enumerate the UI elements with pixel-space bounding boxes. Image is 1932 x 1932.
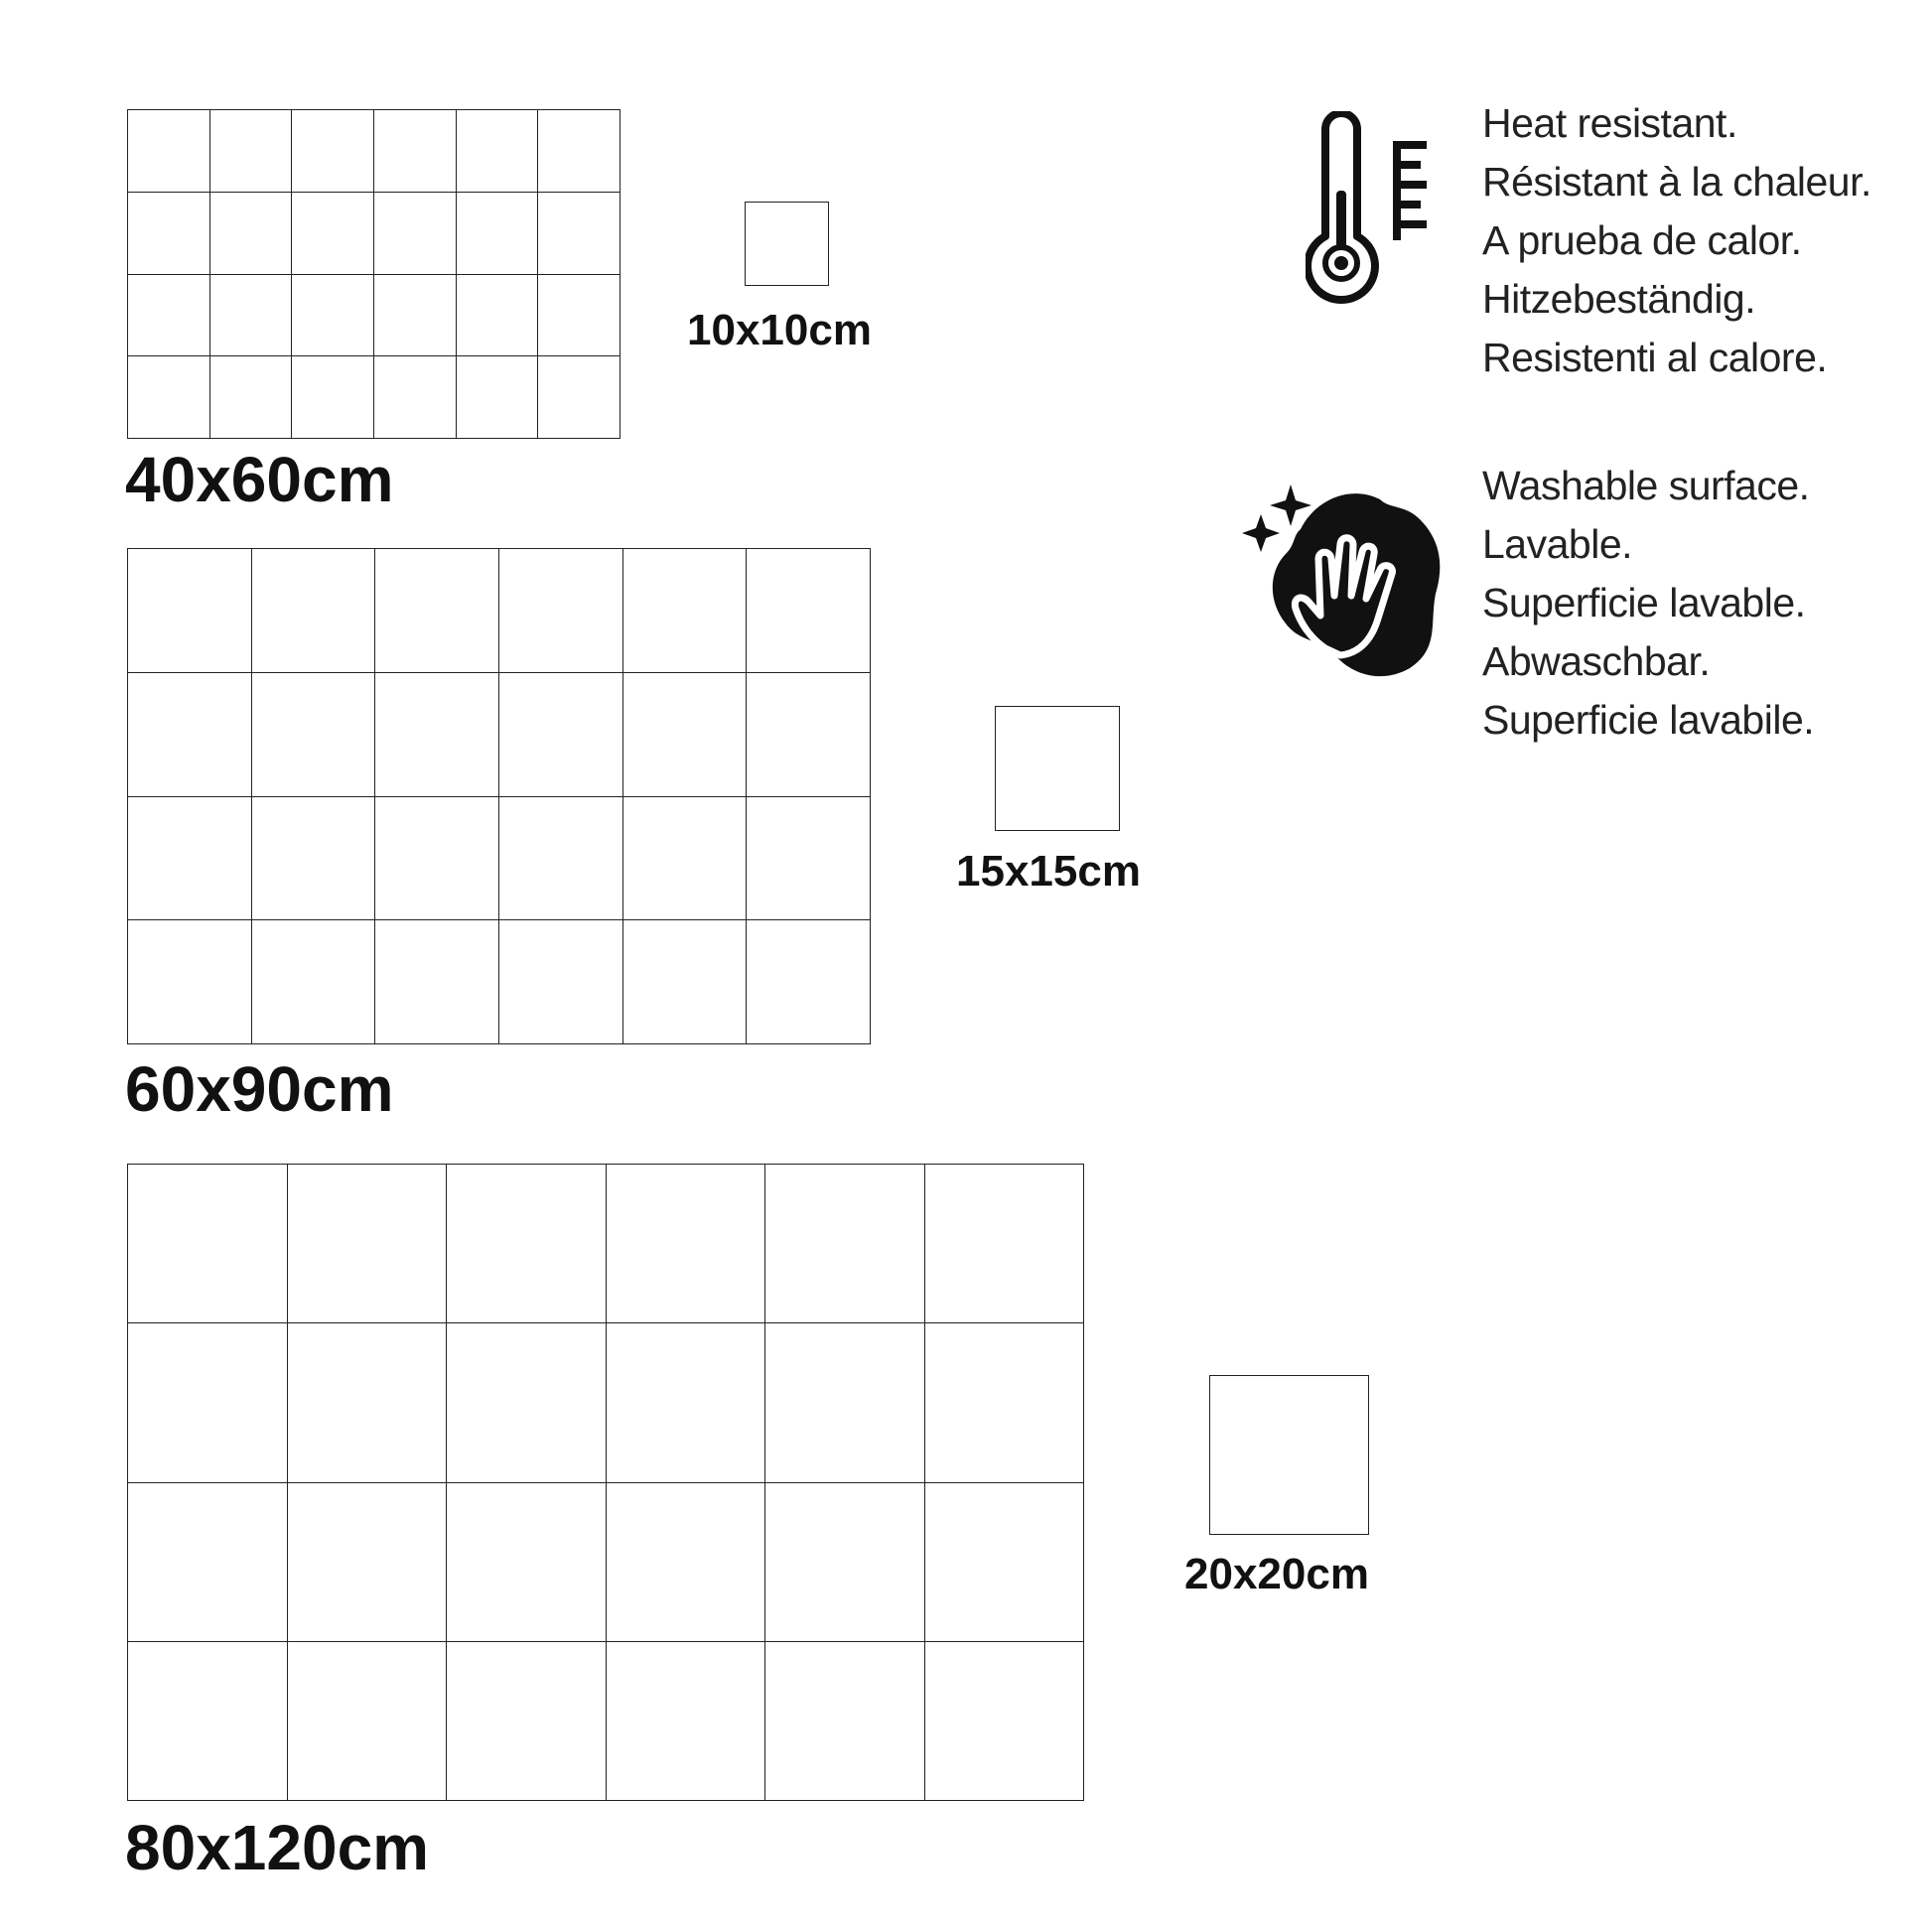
heat-resistant-text (1482, 94, 1871, 387)
grid-cell (128, 797, 252, 921)
grid-cell (765, 1165, 925, 1323)
grid-cell (210, 356, 293, 439)
grid-cell (747, 920, 871, 1044)
grid-cell (499, 549, 623, 673)
panel-size-label: 40x60cm (125, 444, 394, 515)
tile-size-label: 15x15cm (956, 847, 1141, 896)
grid-cell (252, 549, 376, 673)
grid-cell (252, 797, 376, 921)
grid-cell (457, 356, 539, 439)
thermometer-icon (1306, 111, 1430, 315)
tile-size-label: 10x10cm (687, 306, 872, 354)
grid-cell (447, 1165, 607, 1323)
grid-cell (292, 110, 374, 193)
grid-cell (447, 1323, 607, 1482)
grid-cell (128, 193, 210, 275)
grid-cell (210, 275, 293, 357)
grid-cell (288, 1323, 448, 1482)
grid-cell (128, 356, 210, 439)
feature-line: Washable surface. (1482, 463, 1810, 508)
grid-cell (375, 797, 499, 921)
feature-line: Heat resistant. (1482, 100, 1737, 146)
grid-cell (252, 920, 376, 1044)
panel-grid-40x60 (127, 109, 621, 439)
grid-cell (925, 1323, 1085, 1482)
feature-line: Lavable. (1482, 521, 1633, 567)
grid-cell (447, 1483, 607, 1642)
grid-cell (292, 275, 374, 357)
grid-cell (925, 1165, 1085, 1323)
grid-cell (538, 356, 621, 439)
grid-cell (375, 673, 499, 797)
grid-cell (499, 920, 623, 1044)
grid-cell (375, 549, 499, 673)
grid-cell (128, 110, 210, 193)
grid-cell (538, 275, 621, 357)
grid-cell (292, 193, 374, 275)
washing-hand-icon (1241, 475, 1449, 683)
grid-cell (292, 356, 374, 439)
grid-cell (747, 797, 871, 921)
grid-cell (128, 1642, 288, 1801)
feature-line: Superficie lavable. (1482, 580, 1806, 625)
grid-cell (499, 797, 623, 921)
tile-sample-10x10 (745, 202, 829, 286)
grid-cell (288, 1483, 448, 1642)
grid-cell (374, 110, 457, 193)
grid-cell (538, 110, 621, 193)
grid-cell (374, 356, 457, 439)
grid-cell (747, 549, 871, 673)
grid-cell (457, 110, 539, 193)
grid-cell (128, 275, 210, 357)
tile-sample-15x15 (995, 706, 1120, 831)
grid-cell (925, 1483, 1085, 1642)
feature-line: A prueba de calor. (1482, 217, 1802, 263)
grid-cell (499, 673, 623, 797)
tile-sample-20x20 (1209, 1375, 1369, 1535)
grid-cell (374, 193, 457, 275)
grid-cell (128, 549, 252, 673)
grid-cell (128, 1323, 288, 1482)
feature-line: Resistenti al calore. (1482, 335, 1828, 380)
grid-cell (765, 1323, 925, 1482)
grid-cell (128, 673, 252, 797)
grid-cell (252, 673, 376, 797)
panel-grid-60x90 (127, 548, 871, 1044)
feature-line: Superficie lavabile. (1482, 697, 1815, 743)
grid-cell (457, 193, 539, 275)
grid-cell (374, 275, 457, 357)
grid-cell (623, 920, 748, 1044)
grid-cell (210, 193, 293, 275)
grid-cell (538, 193, 621, 275)
grid-cell (607, 1483, 766, 1642)
feature-line: Hitzebeständig. (1482, 276, 1756, 322)
grid-cell (623, 797, 748, 921)
washable-surface-text (1482, 457, 1814, 750)
grid-cell (447, 1642, 607, 1801)
grid-cell (375, 920, 499, 1044)
grid-cell (747, 673, 871, 797)
grid-cell (765, 1642, 925, 1801)
grid-cell (128, 1483, 288, 1642)
grid-cell (210, 110, 293, 193)
feature-line: Résistant à la chaleur. (1482, 159, 1871, 205)
grid-cell (765, 1483, 925, 1642)
grid-cell (607, 1165, 766, 1323)
grid-cell (607, 1642, 766, 1801)
grid-cell (288, 1165, 448, 1323)
grid-cell (457, 275, 539, 357)
panel-grid-80x120 (127, 1164, 1084, 1801)
grid-cell (623, 673, 748, 797)
tile-size-label: 20x20cm (1184, 1550, 1369, 1598)
panel-size-label: 60x90cm (125, 1053, 394, 1125)
panel-size-label: 80x120cm (125, 1812, 430, 1883)
grid-cell (128, 1165, 288, 1323)
feature-line: Abwaschbar. (1482, 638, 1711, 684)
grid-cell (623, 549, 748, 673)
grid-cell (128, 920, 252, 1044)
grid-cell (607, 1323, 766, 1482)
grid-cell (925, 1642, 1085, 1801)
grid-cell (288, 1642, 448, 1801)
